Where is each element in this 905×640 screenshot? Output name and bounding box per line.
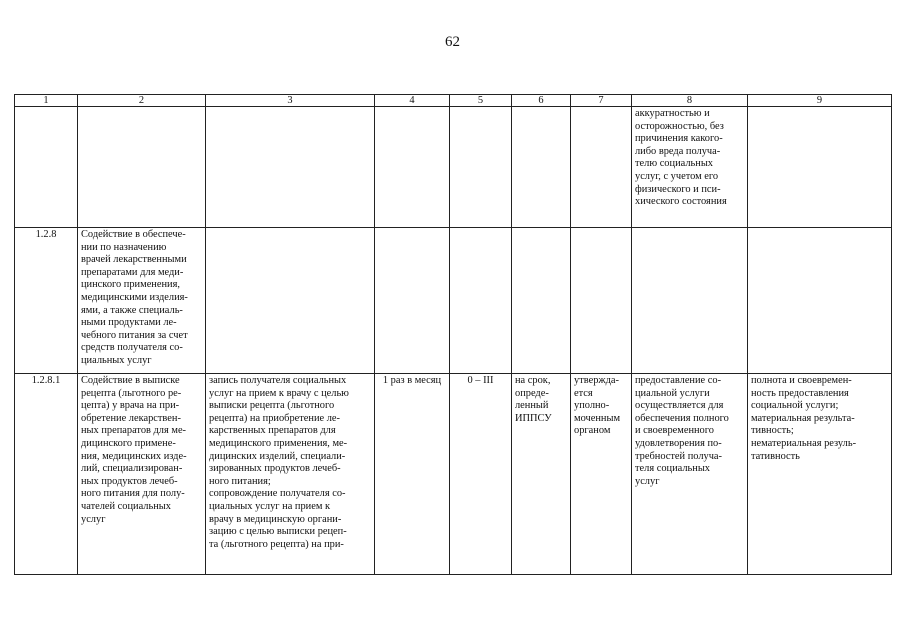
empty-cell bbox=[206, 228, 375, 374]
empty-cell bbox=[512, 228, 571, 374]
page-number: 62 bbox=[445, 34, 460, 50]
empty-cell bbox=[78, 107, 206, 228]
service-description-cell: запись получателя социальных услуг на прием к врачу с целью выписки рецепта (льготного рецепта) на приобретение ле- карственных препаратов для медицинского применения, ме- дицинских изделий, специали- зированных продуктов лечеб- ного питания; сопровождение получателя со- циальных услуг на прием к врачу в медицинскую органи- зацию с целью выписки рецеп- та (льготного рецепта) на при- bbox=[206, 374, 375, 575]
empty-cell bbox=[375, 107, 450, 228]
empty-cell bbox=[748, 107, 892, 228]
table-row bbox=[15, 374, 892, 575]
empty-cell bbox=[571, 228, 632, 374]
empty-cell bbox=[375, 228, 450, 374]
empty-cell bbox=[571, 107, 632, 228]
column-number: 8 bbox=[632, 95, 748, 107]
service-name-cell: Содействие в выписке рецепта (льготного ре- цепта) у врача на при- обретение лекарствен- ных препаратов для ме- дицинского примене- ния, медицинских изде- лий, специализирован- ных продуктов лечеб- ного питания для полу- чателей социальных услуг bbox=[78, 374, 206, 575]
table-row bbox=[15, 228, 892, 374]
empty-cell bbox=[206, 107, 375, 228]
tariff-cell: утвержда- ется уполно- моченным органом bbox=[571, 374, 632, 575]
empty-cell bbox=[512, 107, 571, 228]
evaluation-criteria-cell: полнота и своевремен- ность предоставления социальной услуги; материальная результа- тивность; нематериальная резуль- тативность bbox=[748, 374, 892, 575]
service-name-cell: Содействие в обеспече- нии по назначению врачей лекарственными препаратами для меди- цинского применения, медицинскими изделия- ями, а также специаль- ными продуктами ле- чебного питания за счет средств получателя со- циальных услуг bbox=[78, 228, 206, 374]
column-number: 2 bbox=[78, 95, 206, 107]
column-number: 4 bbox=[375, 95, 450, 107]
empty-cell bbox=[748, 228, 892, 374]
column-number: 9 bbox=[748, 95, 892, 107]
item-number-cell: 1.2.8 bbox=[15, 228, 78, 374]
frequency-cell: 1 раз в месяц bbox=[375, 374, 450, 575]
quality-conditions-cell: предоставление со- циальной услуги осуществляется для обеспечения полного и своевременного удовлетворения по- требностей получа- теля социальных услуг bbox=[632, 374, 748, 575]
group-cell: 0 – III bbox=[450, 374, 512, 575]
table-row bbox=[15, 107, 892, 228]
column-number: 6 bbox=[512, 95, 571, 107]
empty-cell bbox=[632, 228, 748, 374]
item-number-cell: 1.2.8.1 bbox=[15, 374, 78, 575]
table-header-row bbox=[15, 95, 892, 107]
empty-cell bbox=[15, 107, 78, 228]
column-number: 5 bbox=[450, 95, 512, 107]
social-services-table bbox=[14, 94, 892, 575]
column-number: 1 bbox=[15, 95, 78, 107]
column-number: 3 bbox=[206, 95, 375, 107]
empty-cell bbox=[450, 228, 512, 374]
quality-conditions-cell: аккуратностью и осторожностью, без причинения какого- либо вреда получа- телю социальных услуг, с учетом его физического и пси- хического состояния bbox=[632, 107, 748, 228]
term-cell: на срок, опреде- ленный ИППСУ bbox=[512, 374, 571, 575]
column-number: 7 bbox=[571, 95, 632, 107]
empty-cell bbox=[450, 107, 512, 228]
